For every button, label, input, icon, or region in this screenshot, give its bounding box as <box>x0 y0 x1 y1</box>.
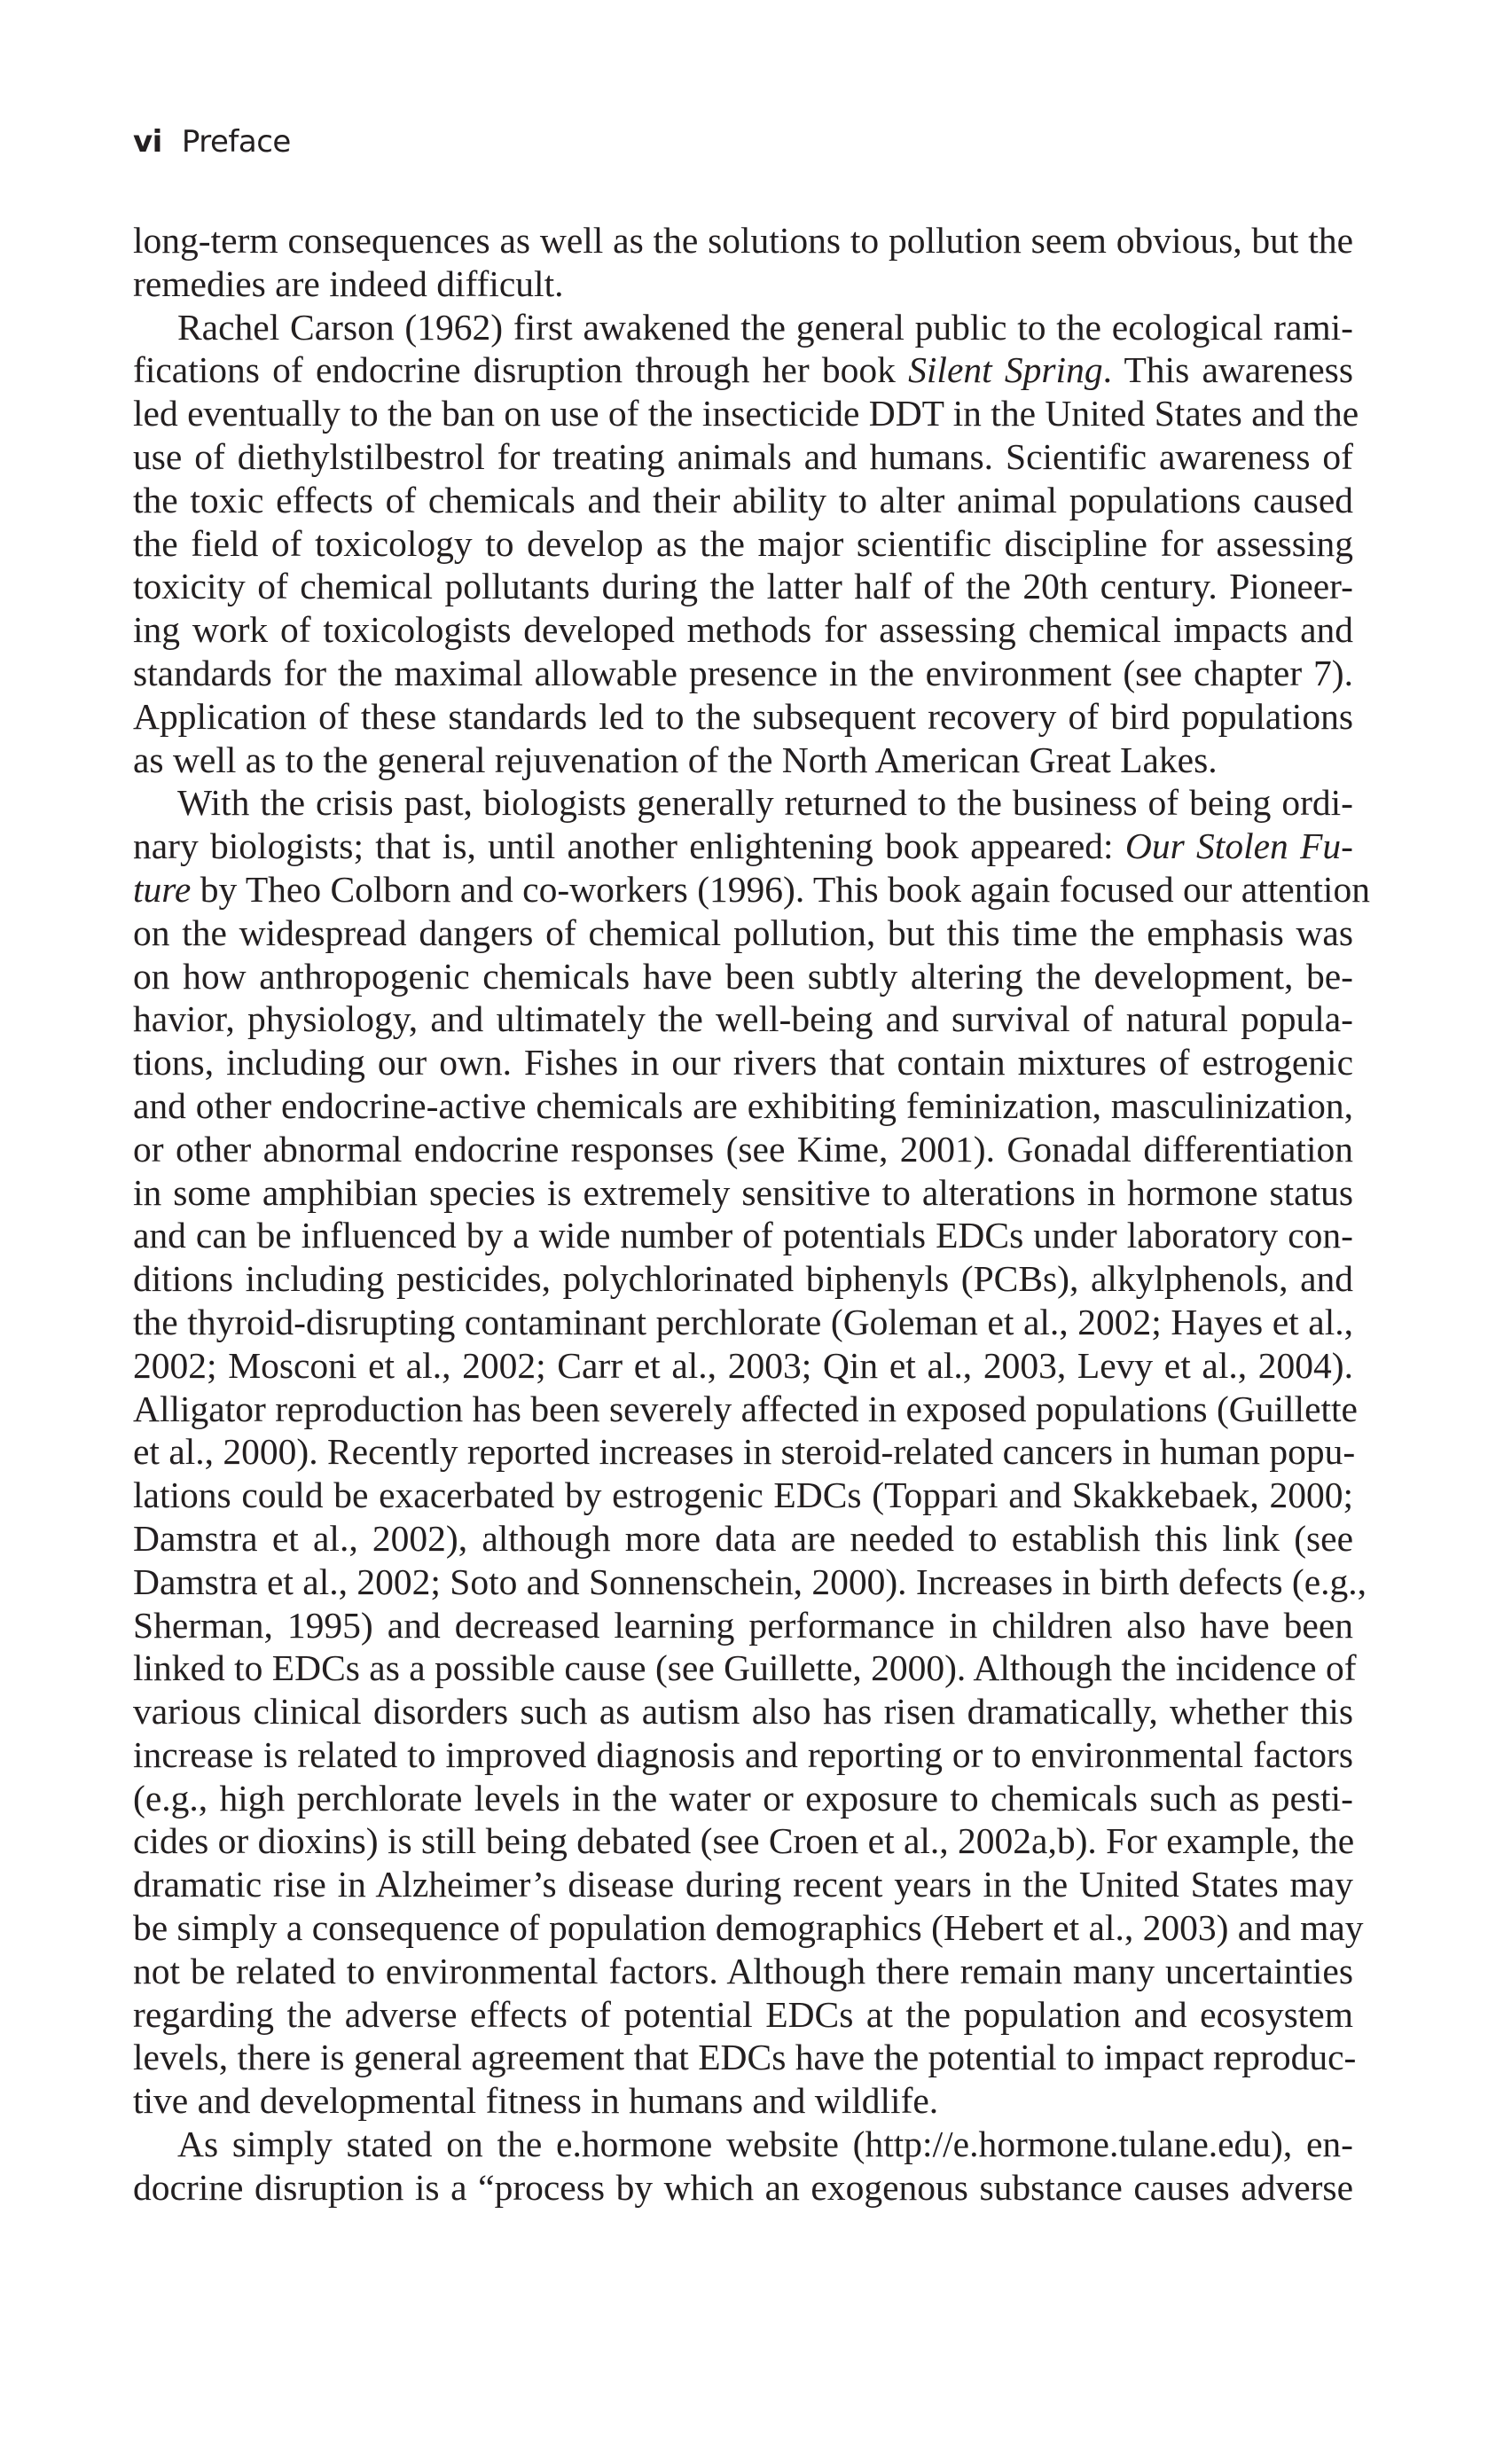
text-line: on how anthropogenic chemicals have been subtly altering the development, be- <box>133 955 1353 997</box>
text-line: tions, including our own. Fishes in our rivers that contain mixtures of estrogenic <box>133 1042 1353 1083</box>
text-line: increase is related to improved diagnosis and reporting or to environmental factors <box>133 1733 1353 1775</box>
text-line: as well as to the general rejuvenation of the North American Great Lakes. <box>133 739 1218 780</box>
text-line: and other endocrine-active chemicals are exhibiting feminization, masculinization, <box>133 1084 1353 1126</box>
italic-title: ture <box>133 868 192 910</box>
text-line: long-term consequences as well as the solutions to pollution seem obvious, but the <box>133 220 1353 261</box>
text-line: et al., 2000). Recently reported increases in steroid-related cancers in human popu- <box>133 1431 1356 1473</box>
text-line: remedies are indeed difficult. <box>133 262 564 304</box>
text-line: (e.g., high perchlorate levels in the water or exposure to chemicals such as pesti- <box>133 1777 1353 1819</box>
text-line: not be related to environmental factors. Although there remain many uncertainties <box>133 1950 1353 1991</box>
text-line: and can be influenced by a wide number of potentials EDCs under laboratory con- <box>133 1215 1353 1256</box>
running-head <box>133 124 291 160</box>
page-number: vi <box>133 124 162 160</box>
text-line: havior, physiology, and ultimately the well-being and survival of natural popula- <box>133 998 1353 1040</box>
text-line: in some amphibian species is extremely sensitive to alterations in hormone status <box>133 1171 1353 1213</box>
body-text <box>133 219 1370 2210</box>
text-line: linked to EDCs as a possible cause (see Guillette, 2000). Although the incidence of <box>133 1647 1357 1689</box>
text-line: levels, there is general agreement that EDCs have the potential to impact reproduc- <box>133 2037 1357 2078</box>
text-line: cides or dioxins) is still being debated (see Croen et al., 2002a,b). For example, the <box>133 1820 1355 1862</box>
text-line: various clinical disorders such as autism also has risen dramatically, whether this <box>133 1691 1353 1733</box>
text-line: With the crisis past, biologists generally returned to the business of being ordi- <box>177 782 1353 824</box>
text-line: Sherman, 1995) and decreased learning performance in children also have been <box>133 1604 1353 1646</box>
text-line: the thyroid-disrupting contaminant perchlorate (Goleman et al., 2002; Hayes et al., <box>133 1301 1353 1342</box>
text-line: led eventually to the ban on use of the insecticide DDT in the United States and the <box>133 393 1359 434</box>
text-line: 2002; Mosconi et al., 2002; Carr et al., 2003; Qin et al., 2003, Levy et al., 2004). <box>133 1344 1353 1386</box>
text-line: ditions including pesticides, polychlorinated biphenyls (PCBs), alkylphenols, and <box>133 1258 1353 1300</box>
text-line: Damstra et al., 2002; Soto and Sonnenschein, 2000). Increases in birth defects (e.g., <box>133 1561 1367 1602</box>
text-line: docrine disruption is a “process by which an exogenous substance causes adverse <box>133 2166 1353 2208</box>
text-line: As simply stated on the e.hormone website (http://e.hormone.tulane.edu), en- <box>177 2124 1353 2165</box>
text-line: toxicity of chemical pollutants during the latter half of the 20th century. Pioneer- <box>133 566 1353 607</box>
text-line: or other abnormal endocrine responses (see Kime, 2001). Gonadal differentiation <box>133 1128 1353 1169</box>
text-line: use of diethylstilbestrol for treating animals and humans. Scientific awareness of <box>133 435 1353 477</box>
paragraph <box>133 306 1359 782</box>
text-line: lations could be exacerbated by estrogenic EDCs (Toppari and Skakkebaek, 2000; <box>133 1474 1353 1516</box>
italic-title: Silent Spring <box>908 349 1103 391</box>
text-line: the toxic effects of chemicals and their ability to alter animal populations caused <box>133 479 1353 520</box>
text-line: nary biologists; that is, until another enlightening book appeared: Our Stolen Fu- <box>133 825 1353 867</box>
text-line: ture by Theo Colborn and co-workers (1996). This book again focused our attention <box>133 868 1370 910</box>
text-line: be simply a consequence of population demographics (Hebert et al., 2003) and may <box>133 1907 1364 1949</box>
text-line: standards for the maximal allowable presence in the environment (see chapter 7). <box>133 652 1353 693</box>
text-line: the field of toxicology to develop as the major scientific discipline for assessing <box>133 522 1353 564</box>
text-line: Alligator reproduction has been severely affected in exposed populations (Guillette <box>133 1388 1358 1429</box>
paragraph <box>133 781 1370 2123</box>
text-line: on the widespread dangers of chemical pollution, but this time the emphasis was <box>133 911 1353 953</box>
text-line: ing work of toxicologists developed methods for assessing chemical impacts and <box>133 609 1353 651</box>
text-line: dramatic rise in Alzheimer’s disease during recent years in the United States may <box>133 1864 1353 1905</box>
italic-title: Our Stolen Fu- <box>1124 825 1353 867</box>
running-title: Preface <box>181 124 291 160</box>
paragraph <box>133 219 1353 306</box>
text-line: regarding the adverse effects of potential EDCs at the population and ecosystem <box>133 1993 1353 2035</box>
text-line: Damstra et al., 2002), although more data are needed to establish this link (see <box>133 1517 1353 1559</box>
text-line: fications of endocrine disruption through her book Silent Spring. This awareness <box>133 349 1353 391</box>
text-line: Application of these standards led to the subsequent recovery of bird populations <box>133 695 1353 737</box>
text-line: tive and developmental fitness in humans and wildlife. <box>133 2080 939 2122</box>
text-line: Rachel Carson (1962) first awakened the general public to the ecological rami- <box>177 306 1353 348</box>
paragraph <box>133 2123 1353 2210</box>
